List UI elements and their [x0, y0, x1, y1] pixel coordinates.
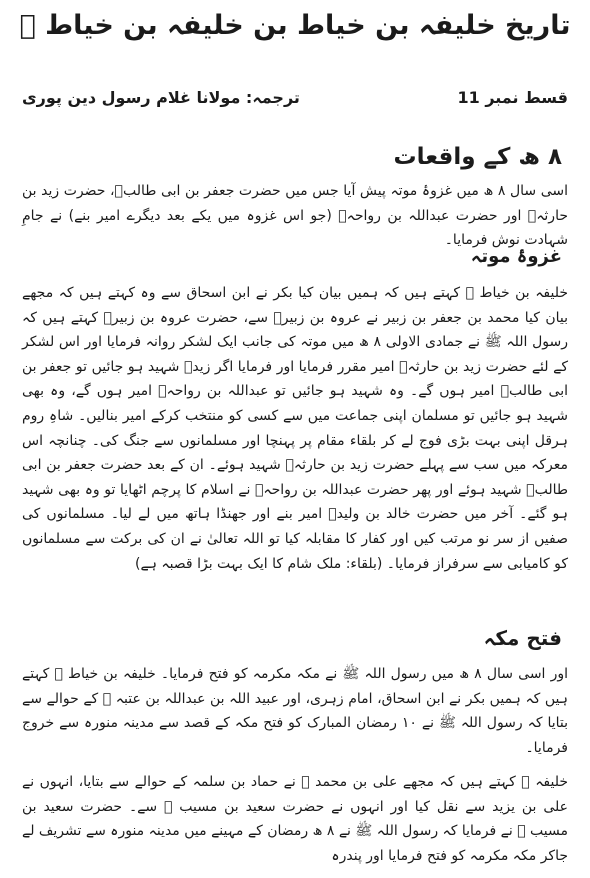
episode-number: قسط نمبر 11 [457, 88, 568, 107]
section-paragraph-conquest-of-makkah: اور اسی سال ۸ ھ میں رسول اللہ ﷺ نے مکہ مکرمہ کو فتح فرمایا۔ خلیفہ بن خیاط ﷫ کہتے ہیں کہ ہمیں بکر نے ابن اسحاق، امام زہری، اور عبید اللہ بن عبداللہ بن عتبہ ﷫ کے حوالے سے بتایا کہ رسول اللہ ﷺ نے ۱۰ رمضان المبارک کو فتح مکہ کے قصد سے مدینہ منورہ سے خروج فرمایا۔ [22, 666, 568, 756]
translator-credit: ترجمہ: مولانا غلام رسول دین پوری [22, 88, 300, 107]
section-heading-conquest-of-makkah: فتح مکہ [483, 626, 562, 650]
section-heading-battle-of-mutah: غزوۂ موتہ [470, 246, 562, 267]
section-heading-events-8ah: ۸ ھ کے واقعات [393, 144, 562, 170]
article-title: تاریخ خلیفہ بن خیاط بن خلیفہ بن خیاط ﷫ [19, 10, 571, 41]
section-paragraph-events-8ah: اسی سال ۸ ھ میں غزوۂ موتہ پیش آیا جس میں حضرت جعفر بن ابی طالب﷜، حضرت زید بن حارثہ﷜ اور حضرت عبداللہ بن رواحہ﷜ (جو اس غزوہ میں یکے بعد دیگرے امیر بنے) نے جامِ شہادت نوش فرمایا۔ [22, 183, 568, 249]
section-paragraph-battle-of-mutah: خلیفہ بن خیاط ﷫ کہتے ہیں کہ ہمیں بیان کیا بکر نے ابن اسحاق سے وہ کہتے ہیں کہ مجھے بیان کیا محمد بن جعفر بن زبیر نے عروہ بن زبیر﷫ سے، حضرت عروہ بن زبیر﷫ کہتے ہیں کہ رسول اللہ ﷺ نے جمادی الاولی ۸ ھ میں موتہ کی جانب ایک لشکر روانہ فرمایا اور اس لشکر کے لئے حضرت زید بن حارثہ﷜ امیر مقرر فرمایا اور فرمایا اگر زید﷜ شہید ہو جائیں تو جعفر بن ابی طالب﷜ امیر ہوں گے۔ وہ شہید ہو جائیں تو عبداللہ بن رواحہ﷜ امیر ہوں گے، وہ بھی شہید ہو جائیں تو مسلمان اپنی جماعت میں سے کسی کو منتخب کرکے امیر بنالیں۔ شاہِ روم ہرقل اپنی بہت بڑی فوج لے کر بلقاء مقام پر پہنچا اور مسلمانوں سے جنگ کی۔ چنانچہ اس معرکہ میں سب سے پہلے حضرت زید بن حارثہ﷜ شہید ہوئے۔ ان کے بعد حضرت جعفر بن ابی طالب﷜ شہید ہوئے اور پھر حضرت عبداللہ بن رواحہ﷜ نے اسلام کا پرچم اٹھایا تو وہ بھی شہید ہو گئے۔ آخر میں حضرت خالد بن ولید﷜ امیر بنے اور جھنڈا ہاتھ میں لے لیا۔ مسلمانوں کی صفیں از سر نو مرتب کیں اور کفار کا مقابلہ کیا تو اللہ تعالیٰ نے ان کی برکت سے مسلمانوں کو کامیابی سے سرفراز فرمایا۔ (بلقاء: ملک شام کا ایک بہت بڑا قصبہ ہے) [22, 285, 568, 572]
article-meta [22, 84, 568, 114]
section-paragraph-conquest-of-makkah-2: خلیفہ ﷫ کہتے ہیں کہ مجھے علی بن محمد ﷫ نے حماد بن سلمہ کے حوالے سے بتایا، انہوں نے علی بن یزید سے نقل کیا اور انہوں نے حضرت سعید بن مسیب ﷫ سے۔ حضرت سعید بن مسیب ﷫ نے فرمایا کہ رسول اللہ ﷺ نے ۸ ھ رمضان کے مہینے میں مدینہ منورہ سے تشریف لے جاکر مکہ مکرمہ کو فتح فرمایا اور پندرہ [22, 774, 569, 864]
